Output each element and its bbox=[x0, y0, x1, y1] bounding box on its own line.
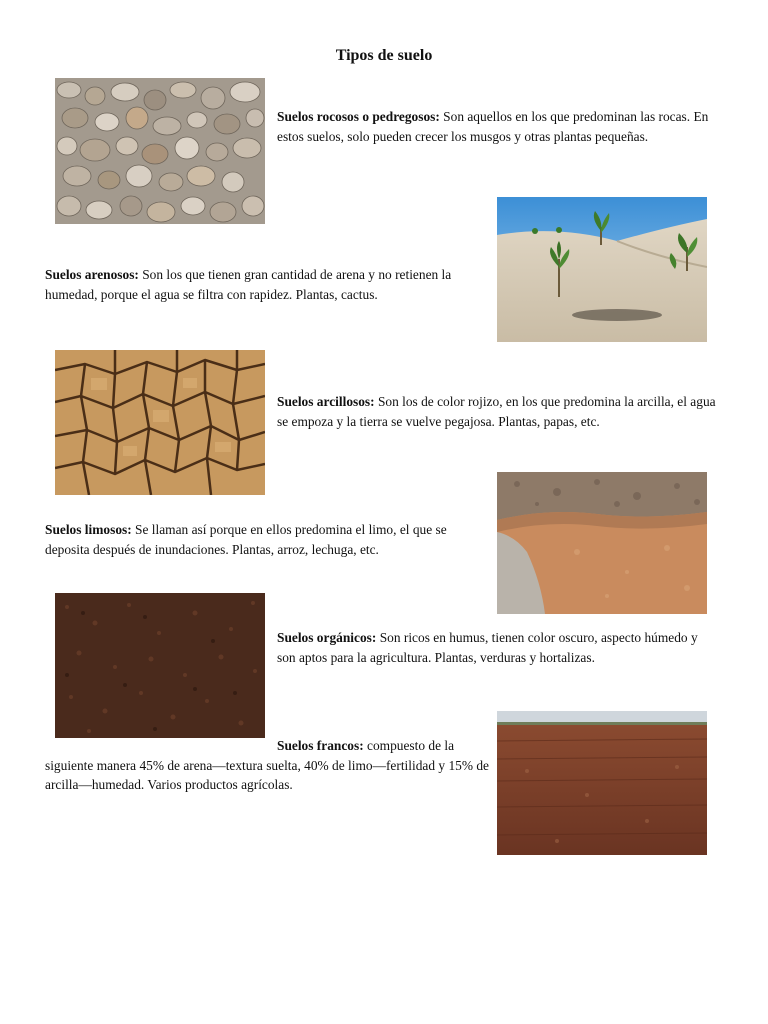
section-label: Suelos limosos: bbox=[45, 522, 132, 537]
section-rocosos bbox=[277, 107, 717, 146]
loam-soil-image bbox=[497, 711, 707, 855]
section-arenosos bbox=[45, 265, 465, 304]
section-organicos bbox=[277, 628, 717, 667]
section-limosos bbox=[45, 520, 485, 559]
section-text: Son los de color rojizo, en los que predomina la arcilla, el agua se empoza y la tierra se vuelve pegajosa. Plantas, papas, etc. bbox=[277, 394, 716, 429]
section-francos bbox=[45, 736, 490, 795]
silt-soil-image bbox=[497, 472, 707, 614]
section-label: Suelos francos: bbox=[277, 738, 364, 753]
section-label: Suelos orgánicos: bbox=[277, 630, 377, 645]
section-arcillosos bbox=[277, 392, 717, 431]
section-label: Suelos arcillosos: bbox=[277, 394, 375, 409]
section-text: Son los que tienen gran cantidad de arena y no retienen la humedad, porque el agua se filtra con rapidez. Plantas, cactus. bbox=[45, 267, 452, 302]
section-text: Son ricos en humus, tienen color oscuro, aspecto húmedo y son aptos para la agricultura. Plantas, verduras y hortalizas. bbox=[277, 630, 698, 665]
organic-soil-image bbox=[55, 593, 265, 738]
section-text: compuesto de la siguiente manera 45% de arena—textura suelta, 40% de limo—fertilidad y 15% de arcilla—humedad. Varios productos agrícolas. bbox=[45, 738, 489, 792]
page-title: Tipos de suelo bbox=[335, 47, 433, 64]
section-text: Son aquellos en los que predominan las rocas. En estos suelos, solo pueden crecer los musgos y otras plantas pequeñas. bbox=[277, 109, 709, 144]
section-text: Se llaman así porque en ellos predomina el limo, el que se deposita después de inundaciones. Plantas, arroz, lechuga, etc. bbox=[45, 522, 447, 557]
sandy-soil-image bbox=[497, 197, 707, 342]
section-label: Suelos arenosos: bbox=[45, 267, 139, 282]
clay-soil-image bbox=[55, 350, 265, 495]
section-label: Suelos rocosos o pedregosos: bbox=[277, 109, 440, 124]
rocky-soil-image bbox=[55, 78, 265, 224]
